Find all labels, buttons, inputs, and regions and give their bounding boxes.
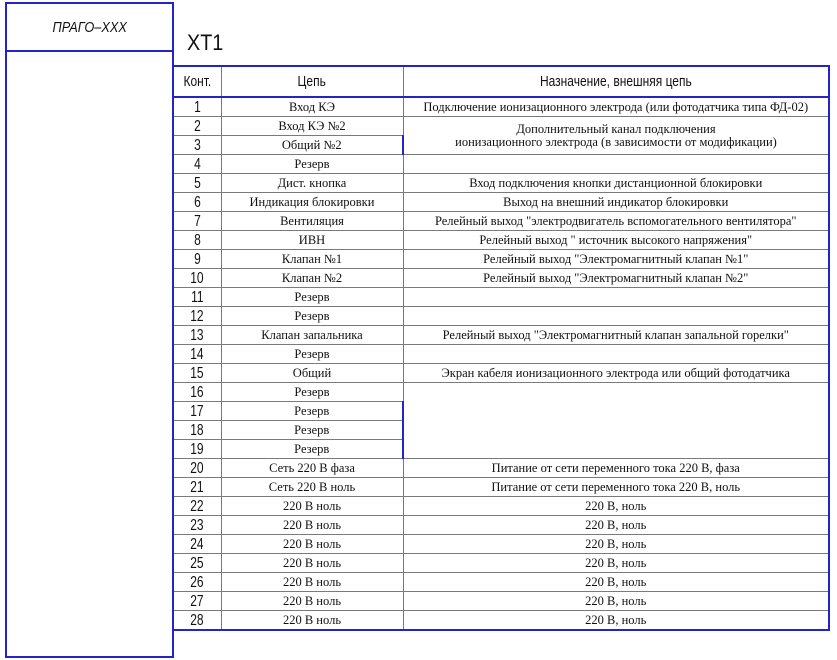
purpose-description: 220 В, ноль xyxy=(403,497,829,516)
table-row xyxy=(173,193,829,212)
contact-number: 16 xyxy=(173,383,221,402)
purpose-description xyxy=(403,383,829,459)
circuit-name: Вход КЭ xyxy=(221,97,403,117)
circuit-name: ИВН xyxy=(221,231,403,250)
table-row xyxy=(173,307,829,326)
circuit-name: Дист. кнопка xyxy=(221,174,403,193)
table-row xyxy=(173,573,829,592)
purpose-description: Релейный выход "электродвигатель вспомогательного вентилятора" xyxy=(403,212,829,231)
purpose-description xyxy=(403,307,829,326)
purpose-description: Питание от сети переменного тока 220 В, ноль xyxy=(403,478,829,497)
contact-number: 11 xyxy=(173,288,221,307)
contact-number: 10 xyxy=(173,269,221,288)
contact-number: 12 xyxy=(173,307,221,326)
circuit-name: Клапан №1 xyxy=(221,250,403,269)
purpose-line: ионизационного электрода (в зависимости от модификации) xyxy=(455,134,777,149)
table-row xyxy=(173,383,829,402)
purpose-description: Релейный выход "Электромагнитный клапан запальной горелки" xyxy=(403,326,829,345)
purpose-description: Выход на внешний индикатор блокировки xyxy=(403,193,829,212)
side-panel-title xyxy=(7,4,172,52)
header-purpose: Назначение, внешняя цепь xyxy=(403,66,829,97)
circuit-name: 220 В ноль xyxy=(221,554,403,573)
table-row xyxy=(173,155,829,174)
purpose-description xyxy=(403,155,829,174)
circuit-name: Резерв xyxy=(221,402,403,421)
contact-number: 8 xyxy=(173,231,221,250)
purpose-description: Релейный выход " источник высокого напряжения" xyxy=(403,231,829,250)
contact-number: 25 xyxy=(173,554,221,573)
table-row xyxy=(173,478,829,497)
circuit-name: Индикация блокировки xyxy=(221,193,403,212)
purpose-description: Экран кабеля ионизационного электрода или общий фотодатчика xyxy=(403,364,829,383)
circuit-name: 220 В ноль xyxy=(221,611,403,631)
contact-number: 23 xyxy=(173,516,221,535)
circuit-name: Резерв xyxy=(221,288,403,307)
table-row xyxy=(173,459,829,478)
contact-number: 7 xyxy=(173,212,221,231)
circuit-name: 220 В ноль xyxy=(221,573,403,592)
contact-number: 4 xyxy=(173,155,221,174)
table-row xyxy=(173,592,829,611)
contact-number: 24 xyxy=(173,535,221,554)
contact-number: 27 xyxy=(173,592,221,611)
contact-number: 22 xyxy=(173,497,221,516)
circuit-name: Сеть 220 В ноль xyxy=(221,478,403,497)
table-row xyxy=(173,326,829,345)
purpose-description: 220 В, ноль xyxy=(403,592,829,611)
circuit-name: Резерв xyxy=(221,155,403,174)
connector-title xyxy=(187,30,227,56)
circuit-name: 220 В ноль xyxy=(221,497,403,516)
contact-number: 17 xyxy=(173,402,221,421)
contact-number: 3 xyxy=(173,136,221,155)
table-row xyxy=(173,250,829,269)
table-row xyxy=(173,231,829,250)
contact-number: 18 xyxy=(173,421,221,440)
purpose-description: Подключение ионизационного электрода (или фотодатчика типа ФД-02) xyxy=(403,97,829,117)
table-row xyxy=(173,364,829,383)
purpose-line: Дополнительный канал подключения xyxy=(516,121,716,136)
contact-number: 6 xyxy=(173,193,221,212)
purpose-description: 220 В, ноль xyxy=(403,554,829,573)
circuit-name: Резерв xyxy=(221,383,403,402)
side-panel xyxy=(5,2,174,658)
table-row xyxy=(173,269,829,288)
contact-number: 15 xyxy=(173,364,221,383)
circuit-name: Вентиляция xyxy=(221,212,403,231)
table-row xyxy=(173,611,829,631)
contact-number: 1 xyxy=(173,97,221,117)
circuit-name: Резерв xyxy=(221,345,403,364)
circuit-name: Резерв xyxy=(221,307,403,326)
contact-number: 5 xyxy=(173,174,221,193)
purpose-description: 220 В, ноль xyxy=(403,516,829,535)
purpose-description xyxy=(403,345,829,364)
purpose-description xyxy=(403,117,829,155)
purpose-description: 220 В, ноль xyxy=(403,611,829,631)
table-row xyxy=(173,97,829,117)
contact-number: 14 xyxy=(173,345,221,364)
circuit-name: Резерв xyxy=(221,421,403,440)
contact-number: 13 xyxy=(173,326,221,345)
table-row xyxy=(173,288,829,307)
circuit-name: Сеть 220 В фаза xyxy=(221,459,403,478)
table-row xyxy=(173,174,829,193)
purpose-description: Релейный выход "Электромагнитный клапан №1" xyxy=(403,250,829,269)
circuit-name: Клапан №2 xyxy=(221,269,403,288)
table-row xyxy=(173,535,829,554)
connector-title-text: XT1 xyxy=(187,30,224,55)
purpose-description xyxy=(403,288,829,307)
contact-number: 20 xyxy=(173,459,221,478)
purpose-description: Вход подключения кнопки дистанционной блокировки xyxy=(403,174,829,193)
purpose-description: Питание от сети переменного тока 220 В, фаза xyxy=(403,459,829,478)
contact-number: 21 xyxy=(173,478,221,497)
circuit-name: Общий xyxy=(221,364,403,383)
header-circuit: Цепь xyxy=(221,66,403,97)
contact-number: 19 xyxy=(173,440,221,459)
table-row xyxy=(173,212,829,231)
purpose-description: 220 В, ноль xyxy=(403,535,829,554)
purpose-description: Релейный выход "Электромагнитный клапан №2" xyxy=(403,269,829,288)
contact-number: 9 xyxy=(173,250,221,269)
contact-number: 26 xyxy=(173,573,221,592)
circuit-name: Вход КЭ №2 xyxy=(221,117,403,136)
purpose-description: 220 В, ноль xyxy=(403,573,829,592)
circuit-name: Резерв xyxy=(221,440,403,459)
circuit-name: 220 В ноль xyxy=(221,592,403,611)
table-row xyxy=(173,497,829,516)
header-contact: Конт. xyxy=(173,66,221,97)
terminal-table xyxy=(172,65,830,631)
table-header-row xyxy=(173,66,829,97)
circuit-name: Общий №2 xyxy=(221,136,403,155)
contact-number: 2 xyxy=(173,117,221,136)
circuit-name: Клапан запальника xyxy=(221,326,403,345)
circuit-name: 220 В ноль xyxy=(221,516,403,535)
contact-number: 28 xyxy=(173,611,221,631)
device-name: ПРАГО–ХХХ xyxy=(52,18,127,36)
table-row xyxy=(173,516,829,535)
circuit-name: 220 В ноль xyxy=(221,535,403,554)
table-row xyxy=(173,117,829,136)
table-row xyxy=(173,345,829,364)
table-row xyxy=(173,554,829,573)
